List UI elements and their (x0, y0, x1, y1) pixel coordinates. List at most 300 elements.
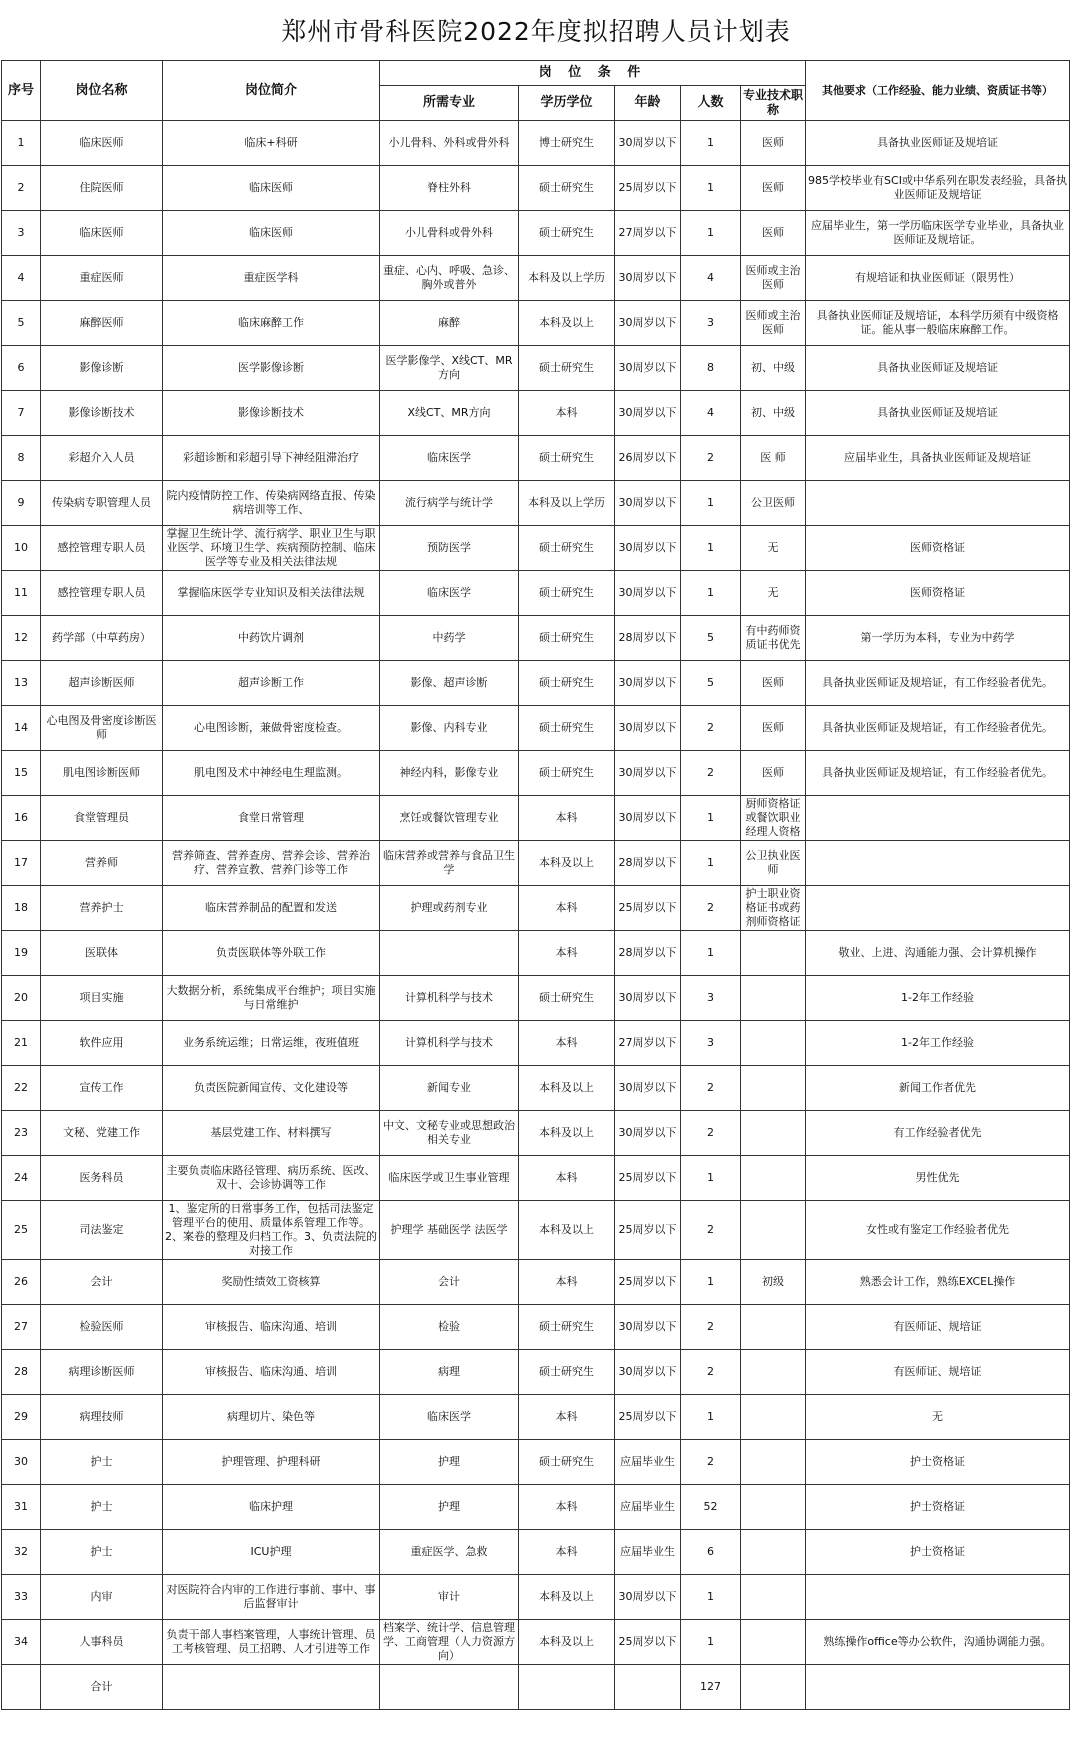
total-empty-cell (163, 1665, 380, 1710)
cell-seq: 13 (2, 661, 41, 706)
cell-age: 30周岁以下 (615, 121, 681, 166)
total-count: 127 (681, 1665, 741, 1710)
cell-title-req (741, 1530, 806, 1575)
cell-title-req: 医师 (741, 166, 806, 211)
cell-major: 流行病学与统计学 (380, 481, 519, 526)
cell-age: 28周岁以下 (615, 931, 681, 976)
cell-name: 麻醉医师 (41, 301, 163, 346)
cell-count: 1 (681, 571, 741, 616)
table-row (2, 1201, 1070, 1260)
cell-major: 临床医学 (380, 571, 519, 616)
header-seq: 序号 (2, 61, 41, 121)
cell-title-req: 医师 (741, 211, 806, 256)
table-row (2, 571, 1070, 616)
cell-age: 30周岁以下 (615, 1575, 681, 1620)
cell-age: 25周岁以下 (615, 1201, 681, 1260)
cell-seq: 10 (2, 526, 41, 571)
cell-major: 临床营养或营养与食品卫生学 (380, 841, 519, 886)
cell-other: 有规培证和执业医师证（限男性） (806, 256, 1070, 301)
cell-other: 熟悉会计工作，熟练EXCEL操作 (806, 1260, 1070, 1305)
cell-count: 2 (681, 886, 741, 931)
cell-major: 小儿骨科或骨外科 (380, 211, 519, 256)
cell-other: 无 (806, 1395, 1070, 1440)
cell-title-req (741, 1350, 806, 1395)
cell-other: 护士资格证 (806, 1530, 1070, 1575)
cell-major: 新闻专业 (380, 1066, 519, 1111)
cell-major: 预防医学 (380, 526, 519, 571)
cell-title-req (741, 1156, 806, 1201)
cell-seq: 20 (2, 976, 41, 1021)
cell-intro: 负责医联体等外联工作 (163, 931, 380, 976)
table-row (2, 346, 1070, 391)
cell-age: 25周岁以下 (615, 886, 681, 931)
cell-other: 医师资格证 (806, 526, 1070, 571)
cell-age: 25周岁以下 (615, 166, 681, 211)
cell-other: 具备执业医师证及规培证 (806, 121, 1070, 166)
cell-degree: 硕士研究生 (519, 1350, 615, 1395)
cell-intro: 肌电图及术中神经电生理监测。 (163, 751, 380, 796)
cell-other: 具备执业医师证及规培证 (806, 391, 1070, 436)
cell-degree: 本科及以上 (519, 841, 615, 886)
cell-seq: 25 (2, 1201, 41, 1260)
cell-age: 30周岁以下 (615, 976, 681, 1021)
total-empty-cell (615, 1665, 681, 1710)
cell-other: 医师资格证 (806, 571, 1070, 616)
cell-intro: ICU护理 (163, 1530, 380, 1575)
cell-count: 2 (681, 436, 741, 481)
cell-seq: 4 (2, 256, 41, 301)
page-title: 郑州市骨科医院2022年度拟招聘人员计划表 (281, 17, 791, 46)
cell-seq: 12 (2, 616, 41, 661)
total-row (2, 1665, 1070, 1710)
cell-seq: 3 (2, 211, 41, 256)
cell-degree: 硕士研究生 (519, 661, 615, 706)
cell-degree: 本科 (519, 1485, 615, 1530)
cell-name: 医务科员 (41, 1156, 163, 1201)
cell-seq: 6 (2, 346, 41, 391)
cell-title-req: 有中药师资质证书优先 (741, 616, 806, 661)
cell-degree: 硕士研究生 (519, 166, 615, 211)
table-row (2, 391, 1070, 436)
cell-title-req (741, 1620, 806, 1665)
cell-major: 计算机科学与技术 (380, 976, 519, 1021)
cell-other: 1-2年工作经验 (806, 976, 1070, 1021)
cell-age: 28周岁以下 (615, 616, 681, 661)
cell-title-req (741, 931, 806, 976)
cell-seq: 32 (2, 1530, 41, 1575)
cell-major: 影像、内科专业 (380, 706, 519, 751)
recruitment-table (1, 60, 1070, 1710)
cell-intro: 审核报告、临床沟通、培训 (163, 1350, 380, 1395)
table-row (2, 1575, 1070, 1620)
cell-degree: 本科 (519, 391, 615, 436)
cell-name: 护士 (41, 1440, 163, 1485)
table-row (2, 751, 1070, 796)
cell-major: 计算机科学与技术 (380, 1021, 519, 1066)
cell-other (806, 796, 1070, 841)
cell-major: 护理 (380, 1485, 519, 1530)
cell-major: 护理 (380, 1440, 519, 1485)
cell-intro: 医学影像诊断 (163, 346, 380, 391)
cell-count: 2 (681, 1111, 741, 1156)
cell-major: 小儿骨科、外科或骨外科 (380, 121, 519, 166)
cell-age: 30周岁以下 (615, 1066, 681, 1111)
cell-title-req (741, 1575, 806, 1620)
cell-intro: 护理管理、护理科研 (163, 1440, 380, 1485)
cell-age: 30周岁以下 (615, 1350, 681, 1395)
cell-count: 1 (681, 481, 741, 526)
cell-intro: 院内疫情防控工作、传染病网络直报、传染病培训等工作、 (163, 481, 380, 526)
cell-age: 30周岁以下 (615, 301, 681, 346)
cell-seq: 11 (2, 571, 41, 616)
cell-name: 传染病专职管理人员 (41, 481, 163, 526)
cell-title-req: 无 (741, 571, 806, 616)
header-other: 其他要求（工作经验、能力业绩、资质证书等） (806, 61, 1070, 121)
cell-name: 影像诊断 (41, 346, 163, 391)
cell-name: 宣传工作 (41, 1066, 163, 1111)
cell-other: 985学校毕业有SCI或中华系列在职发表经验，具备执业医师证及规培证 (806, 166, 1070, 211)
cell-age: 30周岁以下 (615, 661, 681, 706)
cell-count: 52 (681, 1485, 741, 1530)
cell-seq: 31 (2, 1485, 41, 1530)
cell-count: 2 (681, 706, 741, 751)
cell-intro: 临床护理 (163, 1485, 380, 1530)
cell-name: 临床医师 (41, 211, 163, 256)
cell-count: 1 (681, 121, 741, 166)
cell-seq: 34 (2, 1620, 41, 1665)
cell-degree: 硕士研究生 (519, 1440, 615, 1485)
cell-seq: 28 (2, 1350, 41, 1395)
cell-intro: 负责医院新闻宣传、文化建设等 (163, 1066, 380, 1111)
cell-age: 25周岁以下 (615, 1156, 681, 1201)
cell-intro: 大数据分析，系统集成平台维护；项目实施与日常维护 (163, 976, 380, 1021)
table-row (2, 931, 1070, 976)
cell-major: 重症、心内、呼吸、急诊、胸外或普外 (380, 256, 519, 301)
cell-seq: 22 (2, 1066, 41, 1111)
cell-intro: 掌握临床医学专业知识及相关法律法规 (163, 571, 380, 616)
cell-degree: 硕士研究生 (519, 346, 615, 391)
cell-major: 重症医学、急救 (380, 1530, 519, 1575)
cell-age: 应届毕业生 (615, 1485, 681, 1530)
header-count: 人数 (681, 86, 741, 121)
table-row (2, 976, 1070, 1021)
cell-count: 6 (681, 1530, 741, 1575)
cell-other: 具备执业医师证及规培证，有工作经验者优先。 (806, 706, 1070, 751)
cell-count: 1 (681, 1575, 741, 1620)
cell-degree: 本科 (519, 886, 615, 931)
table-row (2, 1485, 1070, 1530)
cell-age: 28周岁以下 (615, 841, 681, 886)
cell-count: 4 (681, 256, 741, 301)
cell-title-req: 无 (741, 526, 806, 571)
cell-seq: 29 (2, 1395, 41, 1440)
cell-name: 软件应用 (41, 1021, 163, 1066)
cell-intro: 中药饮片调剂 (163, 616, 380, 661)
cell-seq: 33 (2, 1575, 41, 1620)
table-row (2, 481, 1070, 526)
cell-title-req: 医 师 (741, 436, 806, 481)
cell-seq: 17 (2, 841, 41, 886)
cell-name: 病理技师 (41, 1395, 163, 1440)
cell-degree: 本科 (519, 931, 615, 976)
cell-other: 新闻工作者优先 (806, 1066, 1070, 1111)
cell-title-req (741, 1395, 806, 1440)
cell-count: 1 (681, 841, 741, 886)
cell-title-req: 初、中级 (741, 391, 806, 436)
cell-intro: 主要负责临床路径管理、病历系统、医改、双十、会诊协调等工作 (163, 1156, 380, 1201)
header-degree: 学历学位 (519, 86, 615, 121)
cell-other: 具备执业医师证及规培证，有工作经验者优先。 (806, 661, 1070, 706)
cell-seq: 5 (2, 301, 41, 346)
cell-seq: 26 (2, 1260, 41, 1305)
cell-degree: 硕士研究生 (519, 751, 615, 796)
cell-name: 病理诊断医师 (41, 1350, 163, 1395)
cell-age: 30周岁以下 (615, 571, 681, 616)
cell-seq: 9 (2, 481, 41, 526)
cell-degree: 本科 (519, 796, 615, 841)
cell-title-req: 初、中级 (741, 346, 806, 391)
cell-name: 感控管理专职人员 (41, 526, 163, 571)
cell-title-req: 医师或主治医师 (741, 256, 806, 301)
table-row (2, 166, 1070, 211)
cell-count: 5 (681, 616, 741, 661)
header-name: 岗位名称 (41, 61, 163, 121)
cell-degree: 硕士研究生 (519, 1305, 615, 1350)
table-row (2, 121, 1070, 166)
cell-count: 2 (681, 1440, 741, 1485)
cell-other: 应届毕业生，第一学历临床医学专业毕业，具备执业医师证及规培证。 (806, 211, 1070, 256)
cell-count: 1 (681, 211, 741, 256)
cell-major: 临床医学 (380, 1395, 519, 1440)
cell-intro: 心电图诊断，兼做骨密度检查。 (163, 706, 380, 751)
cell-title-req: 医师 (741, 121, 806, 166)
cell-name: 营养师 (41, 841, 163, 886)
table-row (2, 616, 1070, 661)
cell-intro: 影像诊断技术 (163, 391, 380, 436)
table-row (2, 886, 1070, 931)
header-intro: 岗位简介 (163, 61, 380, 121)
cell-degree: 本科 (519, 1530, 615, 1575)
table-row (2, 1156, 1070, 1201)
cell-name: 心电图及骨密度诊断医师 (41, 706, 163, 751)
cell-age: 30周岁以下 (615, 1111, 681, 1156)
cell-age: 26周岁以下 (615, 436, 681, 481)
cell-degree: 本科 (519, 1156, 615, 1201)
cell-major: 病理 (380, 1350, 519, 1395)
cell-major: 档案学、统计学、信息管理学、工商管理（人力资源方向） (380, 1620, 519, 1665)
cell-count: 1 (681, 931, 741, 976)
cell-degree: 本科及以上学历 (519, 481, 615, 526)
cell-name: 护士 (41, 1485, 163, 1530)
cell-seq: 21 (2, 1021, 41, 1066)
cell-degree: 硕士研究生 (519, 436, 615, 481)
cell-count: 2 (681, 1201, 741, 1260)
cell-seq: 7 (2, 391, 41, 436)
cell-title-req: 公卫医师 (741, 481, 806, 526)
cell-degree: 博士研究生 (519, 121, 615, 166)
cell-degree: 本科及以上 (519, 1575, 615, 1620)
cell-degree: 本科及以上 (519, 1111, 615, 1156)
cell-name: 临床医师 (41, 121, 163, 166)
cell-age: 30周岁以下 (615, 706, 681, 751)
table-row (2, 1305, 1070, 1350)
table-row (2, 661, 1070, 706)
cell-degree: 本科 (519, 1260, 615, 1305)
cell-other: 敬业、上进、沟通能力强、会计算机操作 (806, 931, 1070, 976)
table-row (2, 256, 1070, 301)
cell-count: 2 (681, 1305, 741, 1350)
cell-intro: 超声诊断工作 (163, 661, 380, 706)
table-row (2, 1620, 1070, 1665)
cell-other: 女性或有鉴定工作经验者优先 (806, 1201, 1070, 1260)
cell-degree: 本科及以上学历 (519, 256, 615, 301)
cell-intro: 对医院符合内审的工作进行事前、事中、事后监督审计 (163, 1575, 380, 1620)
cell-intro: 临床医师 (163, 166, 380, 211)
cell-age: 应届毕业生 (615, 1530, 681, 1575)
cell-other: 有医师证、规培证 (806, 1305, 1070, 1350)
cell-age: 25周岁以下 (615, 1260, 681, 1305)
table-row (2, 1395, 1070, 1440)
header-row-1 (2, 61, 1070, 86)
total-label: 合计 (41, 1665, 163, 1710)
cell-count: 4 (681, 391, 741, 436)
cell-other: 应届毕业生，具备执业医师证及规培证 (806, 436, 1070, 481)
header-conditions: 岗 位 条 件 (380, 61, 806, 86)
table-row (2, 1260, 1070, 1305)
cell-seq: 1 (2, 121, 41, 166)
cell-name: 超声诊断医师 (41, 661, 163, 706)
cell-intro: 临床+科研 (163, 121, 380, 166)
cell-degree: 硕士研究生 (519, 571, 615, 616)
cell-major: 麻醉 (380, 301, 519, 346)
cell-name: 营养护士 (41, 886, 163, 931)
cell-other (806, 1575, 1070, 1620)
cell-name: 重症医师 (41, 256, 163, 301)
cell-major: 护理或药剂专业 (380, 886, 519, 931)
table-row (2, 1350, 1070, 1395)
cell-title-req (741, 976, 806, 1021)
cell-major: 检验 (380, 1305, 519, 1350)
cell-intro: 1、鉴定所的日常事务工作，包括司法鉴定管理平台的使用、质量体系管理工作等。2、案卷的整理及归档工作。3、负责法院的对接工作 (163, 1201, 380, 1260)
header-major: 所需专业 (380, 86, 519, 121)
cell-intro: 病理切片、染色等 (163, 1395, 380, 1440)
cell-title-req: 初级 (741, 1260, 806, 1305)
cell-intro: 临床营养制品的配置和发送 (163, 886, 380, 931)
cell-name: 影像诊断技术 (41, 391, 163, 436)
cell-major: 脊柱外科 (380, 166, 519, 211)
cell-degree: 本科及以上 (519, 1201, 615, 1260)
cell-intro: 掌握卫生统计学、流行病学、职业卫生与职业医学、环境卫生学、疾病预防控制、临床医学等专业及相关法律法规 (163, 526, 380, 571)
cell-name: 药学部（中草药房） (41, 616, 163, 661)
cell-major: X线CT、MR方向 (380, 391, 519, 436)
cell-age: 30周岁以下 (615, 796, 681, 841)
cell-count: 1 (681, 526, 741, 571)
total-empty-cell (741, 1665, 806, 1710)
cell-name: 彩超介入人员 (41, 436, 163, 481)
cell-other: 护士资格证 (806, 1440, 1070, 1485)
table-row (2, 301, 1070, 346)
cell-name: 食堂管理员 (41, 796, 163, 841)
cell-other (806, 841, 1070, 886)
cell-title-req: 公卫执业医师 (741, 841, 806, 886)
cell-title-req (741, 1021, 806, 1066)
cell-intro: 审核报告、临床沟通、培训 (163, 1305, 380, 1350)
cell-seq: 24 (2, 1156, 41, 1201)
cell-age: 30周岁以下 (615, 481, 681, 526)
cell-age: 30周岁以下 (615, 256, 681, 301)
cell-intro: 奖励性绩效工资核算 (163, 1260, 380, 1305)
cell-degree: 硕士研究生 (519, 526, 615, 571)
cell-name: 文秘、党建工作 (41, 1111, 163, 1156)
total-empty-cell (380, 1665, 519, 1710)
cell-age: 27周岁以下 (615, 1021, 681, 1066)
cell-major: 神经内科，影像专业 (380, 751, 519, 796)
cell-major: 医学影像学、X线CT、MR方向 (380, 346, 519, 391)
cell-age: 30周岁以下 (615, 526, 681, 571)
cell-age: 30周岁以下 (615, 346, 681, 391)
cell-age: 30周岁以下 (615, 1305, 681, 1350)
cell-other: 具备执业医师证及规培证 (806, 346, 1070, 391)
cell-count: 2 (681, 1066, 741, 1111)
cell-name: 人事科员 (41, 1620, 163, 1665)
cell-title-req (741, 1111, 806, 1156)
cell-name: 住院医师 (41, 166, 163, 211)
cell-count: 3 (681, 301, 741, 346)
cell-seq: 8 (2, 436, 41, 481)
cell-intro: 业务系统运维；日常运维，夜班值班 (163, 1021, 380, 1066)
cell-intro: 重症医学科 (163, 256, 380, 301)
cell-intro: 负责干部人事档案管理，人事统计管理、员工考核管理、员工招聘、人才引进等工作 (163, 1620, 380, 1665)
cell-name: 检验医师 (41, 1305, 163, 1350)
cell-seq: 2 (2, 166, 41, 211)
cell-other: 护士资格证 (806, 1485, 1070, 1530)
table-row (2, 1066, 1070, 1111)
cell-name: 会计 (41, 1260, 163, 1305)
cell-age: 25周岁以下 (615, 1620, 681, 1665)
cell-title-req (741, 1485, 806, 1530)
table-row (2, 1021, 1070, 1066)
cell-count: 1 (681, 1156, 741, 1201)
cell-count: 2 (681, 1350, 741, 1395)
table-row (2, 1440, 1070, 1485)
cell-title-req: 护士职业资格证书或药剂师资格证 (741, 886, 806, 931)
table-row (2, 841, 1070, 886)
table-row (2, 1111, 1070, 1156)
cell-major: 会计 (380, 1260, 519, 1305)
cell-major (380, 931, 519, 976)
cell-name: 内审 (41, 1575, 163, 1620)
cell-other: 熟练操作office等办公软件，沟通协调能力强。 (806, 1620, 1070, 1665)
cell-title-req (741, 1440, 806, 1485)
cell-name: 护士 (41, 1530, 163, 1575)
table-row (2, 706, 1070, 751)
cell-count: 1 (681, 1395, 741, 1440)
cell-major: 中药学 (380, 616, 519, 661)
cell-seq: 16 (2, 796, 41, 841)
cell-count: 2 (681, 751, 741, 796)
table-row (2, 436, 1070, 481)
cell-count: 1 (681, 1260, 741, 1305)
cell-title-req: 医师 (741, 706, 806, 751)
cell-name: 司法鉴定 (41, 1201, 163, 1260)
cell-degree: 本科及以上 (519, 301, 615, 346)
cell-seq: 19 (2, 931, 41, 976)
table-row (2, 796, 1070, 841)
cell-age: 27周岁以下 (615, 211, 681, 256)
cell-other (806, 886, 1070, 931)
cell-intro: 临床医师 (163, 211, 380, 256)
cell-other: 1-2年工作经验 (806, 1021, 1070, 1066)
